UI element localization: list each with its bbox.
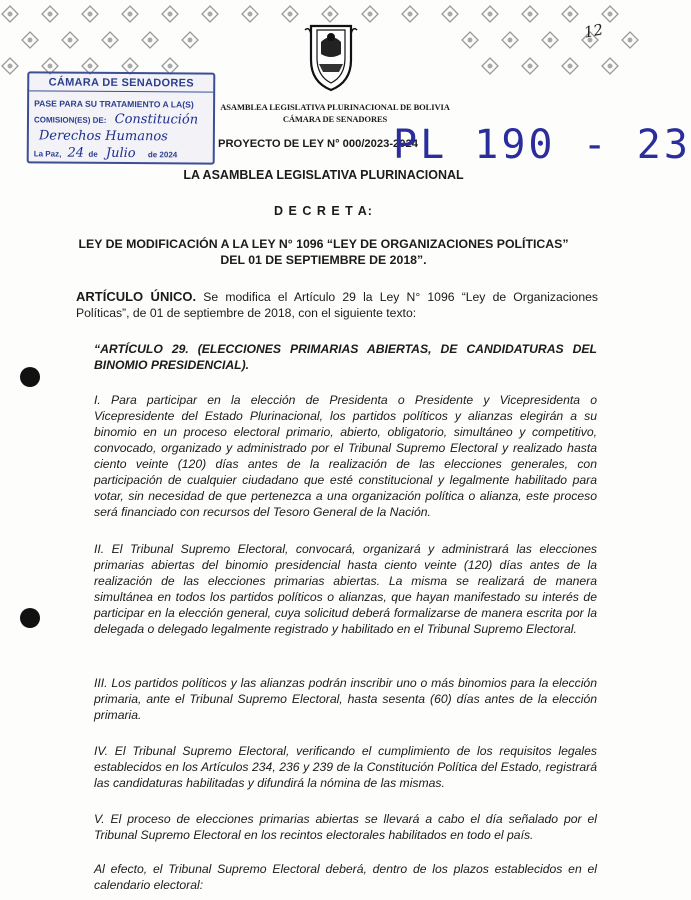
- pattern-dot: [608, 64, 613, 69]
- stamp-handwritten-commission: Constitución: [114, 111, 199, 128]
- reception-stamp: [27, 71, 216, 164]
- pattern-dot: [528, 12, 533, 17]
- pattern-dot: [188, 38, 193, 43]
- pattern-dot: [168, 64, 173, 69]
- punch-hole-top: [20, 367, 40, 387]
- paragraph-al-efecto: Al efecto, el Tribunal Supremo Electoral deberá, dentro de los plazos establecidos en el calendario electoral:: [94, 862, 597, 892]
- stamp-commission-line-2: [39, 128, 168, 144]
- pattern-dot: [328, 12, 333, 17]
- pattern-dot: [408, 12, 413, 17]
- pattern-dot: [48, 64, 53, 69]
- stamped-pl-number: PL 190 - 23: [393, 122, 691, 168]
- pattern-dot: [48, 12, 53, 17]
- pattern-dot: [148, 38, 153, 43]
- heading-decreta: D E C R E T A:: [274, 204, 373, 218]
- stamp-date-prefix: La Paz,: [33, 149, 62, 159]
- pattern-dot: [128, 64, 133, 69]
- stamp-date-day: 24: [67, 145, 85, 161]
- pattern-dot: [468, 38, 473, 43]
- paragraph-V: V. El proceso de elecciones primarias abiertas se llevará a cabo el día señalado por el Tribunal Supremo Electoral en los recintos electorales habilitados en todo el país.: [94, 812, 597, 842]
- stamp-commission-line: [34, 111, 198, 127]
- paragraph-II: II. El Tribunal Supremo Electoral, convocará, organizará y administrará las elecciones primarias abiertas del binomio presidencial hasta ciento veinte (120) días antes de la realización de las elecciones primarias abiertas. La misma se realizará de manera simultánea en todos los partidos políticos o alianzas, que hayan manifestado su interés de participar en la elección general, cuya solicitud deberá formalizarse de manera escrita por la delegada o delegado legalmente registrado y habilitado en el Tribunal Supremo Electoral.: [94, 542, 597, 636]
- stamp-date-line: [34, 145, 178, 161]
- pattern-dot: [248, 12, 253, 17]
- pattern-dot: [108, 38, 113, 43]
- pattern-dot: [608, 12, 613, 17]
- chamber-name: CÁMARA DE SENADORES: [282, 114, 388, 124]
- stamp-date-year: de 2024: [147, 150, 178, 160]
- articulo-unico-text: Se modifica el Artículo 29 la Ley N° 1096 “Ley de Organizaciones Políticas”, de 01 de septiembre de 2018, con el siguiente texto:: [76, 290, 598, 320]
- paragraph-III: III. Los partidos políticos y las alianzas podrán inscribir uno o más binomios para la elección primaria, ante el Tribunal Supremo Electoral, hasta sesenta (60) días antes de la elección primaria.: [94, 676, 597, 722]
- pattern-dot: [488, 12, 493, 17]
- pattern-dot: [88, 12, 93, 17]
- pattern-dot: [568, 64, 573, 69]
- handwritten-page-number: 12: [582, 20, 605, 42]
- law-title-line-1: LEY DE MODIFICACIÓN A LA LEY N° 1096 “LEY DE ORGANIZACIONES POLÍTICAS”: [78, 237, 569, 251]
- pattern-dot: [288, 12, 293, 17]
- articulo-unico-label: ARTÍCULO ÚNICO.: [76, 289, 197, 304]
- pattern-dot: [568, 12, 573, 17]
- pattern-dot: [368, 12, 373, 17]
- assembly-emblem-logo: [303, 20, 359, 92]
- pattern-dot: [628, 38, 633, 43]
- pattern-dot: [8, 12, 13, 17]
- stamp-pass-line: PASE PARA SU TRATAMIENTO A LA(S): [34, 98, 194, 110]
- stamp-handwritten-commission-2: Derechos Humanos: [38, 128, 168, 145]
- pattern-dot: [128, 12, 133, 17]
- articulo-unico-paragraph: [76, 289, 598, 321]
- pattern-dot: [508, 38, 513, 43]
- pattern-dot: [8, 64, 13, 69]
- pattern-dot: [68, 38, 73, 43]
- stamp-date-month: Julio: [105, 145, 136, 162]
- pattern-dot: [208, 12, 213, 17]
- heading-assembly: LA ASAMBLEA LEGISLATIVA PLURINACIONAL: [183, 168, 464, 182]
- pattern-dot: [548, 38, 553, 43]
- pattern-dot: [488, 64, 493, 69]
- pattern-dot: [28, 38, 33, 43]
- pattern-dot: [448, 12, 453, 17]
- stamp-date-de: de: [88, 149, 98, 159]
- stamp-commission-label: COMISION(ES) DE:: [33, 115, 107, 125]
- stamp-title: CÁMARA DE SENADORES: [29, 73, 213, 92]
- paragraph-IV: IV. El Tribunal Supremo Electoral, verificando el cumplimiento de los requisitos legales establecidos en los Artículos 234, 236 y 239 de la Constitución Política del Estado, registrará las candidaturas habilitadas y difundirá la nómina de las mismas.: [94, 744, 597, 790]
- pattern-dot: [528, 64, 533, 69]
- pattern-dot: [88, 64, 93, 69]
- project-number-label: PROYECTO DE LEY N° 000/2023-2024: [218, 138, 418, 150]
- pattern-dot: [168, 12, 173, 17]
- punch-hole-bottom: [20, 608, 40, 628]
- law-title-line-2: DEL 01 DE SEPTIEMBRE DE 2018”.: [220, 253, 427, 267]
- paragraph-I: I. Para participar en la elección de Presidenta o Presidente y Vicepresidenta o Vicepresidente del Estado Plurinacional, los partidos políticos y alianzas elegirán a su binomio en un proceso electoral primario, abierto, obligatorio, simultáneo y competitivo, convocado, organizado y administrado por el Tribunal Supremo Electoral y realizado hasta ciento veinte (120) días antes de la realización de las elecciones generales, con participación de cualquier ciudadano que esté constitucional y legalmente habilitado para votar, sin necesidad de que pertenezca a una organización política o alianza, este proceso será financiado con recursos del Tesoro General de la Nación.: [94, 393, 597, 519]
- institution-name: ASAMBLEA LEGISLATIVA PLURINACIONAL DE BOLIVIA: [220, 102, 450, 112]
- article-29-title: “ARTÍCULO 29. (ELECCIONES PRIMARIAS ABIERTAS, DE CANDIDATURAS DEL BINOMIO PRESIDENCIAL).: [94, 342, 597, 372]
